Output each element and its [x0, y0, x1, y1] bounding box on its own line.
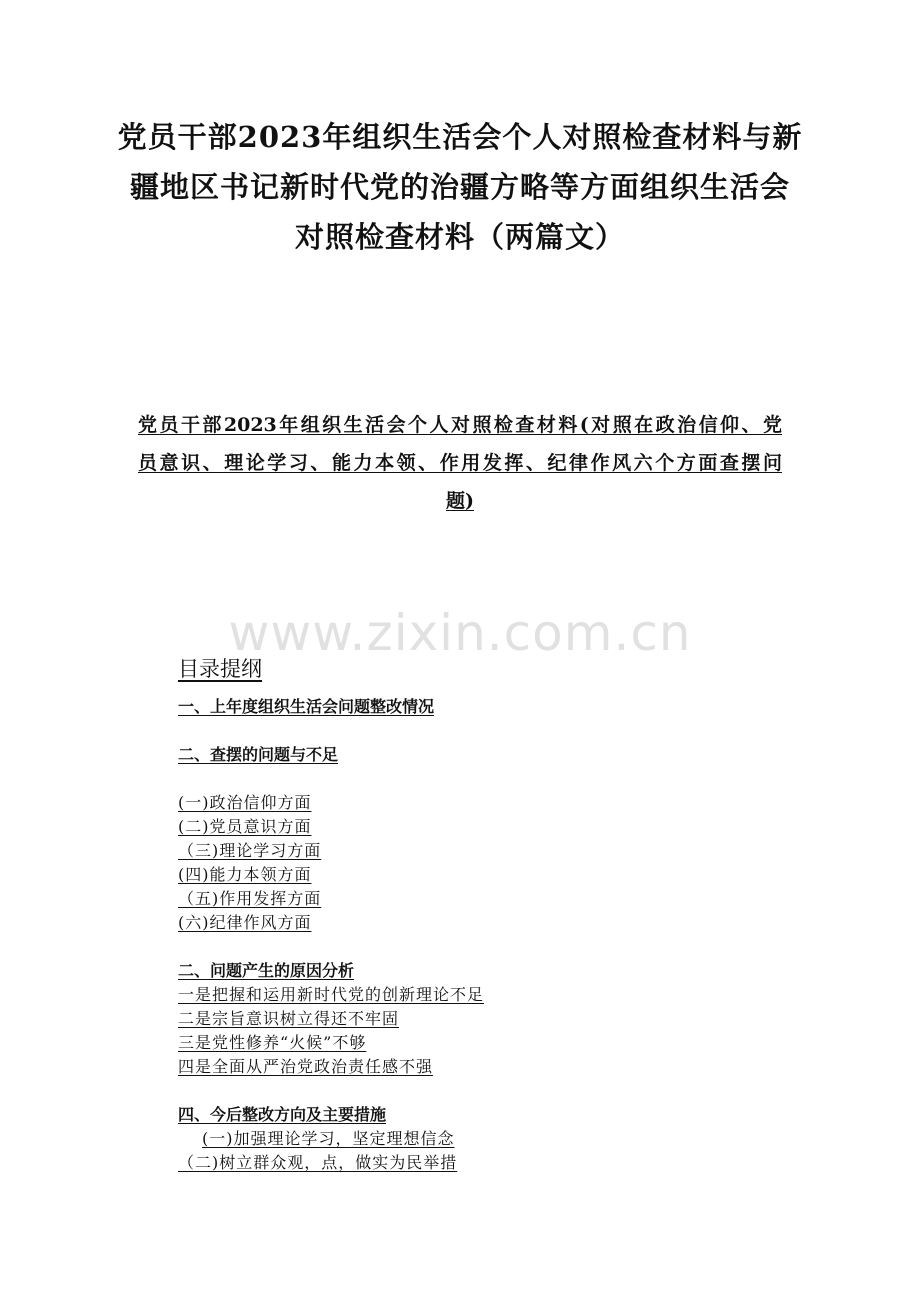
toc-link-subitem[interactable]: (一)加强理论学习，坚定理想信念: [202, 1129, 455, 1148]
toc-link-subitem[interactable]: (四)能力本领方面: [178, 865, 312, 884]
toc-link-subitem[interactable]: (六)纪律作风方面: [178, 913, 312, 932]
toc-link-section-1[interactable]: 一、上年度组织生活会问题整改情况: [178, 697, 435, 716]
document-title: [100, 112, 820, 262]
toc-link-subitem[interactable]: 三是党性修养“火候”不够: [178, 1033, 367, 1052]
toc-link-subitem[interactable]: （五)作用发挥方面: [178, 889, 322, 908]
title-line: 疆地区书记新时代党的治疆方略等方面组织生活会: [129, 170, 790, 204]
section-title: [138, 406, 782, 520]
toc-link-subitem[interactable]: （二)树立群众观，点，做实为民举措: [178, 1153, 458, 1172]
title-line: 党员干部2023年组织生活会个人对照检查材料与新: [117, 120, 803, 154]
toc-link-section-4[interactable]: 四、今后整改方向及主要措施: [178, 1105, 387, 1124]
toc-link-subitem[interactable]: 二是宗旨意识树立得还不牢固: [178, 1009, 400, 1028]
section-title-line: 题): [446, 490, 474, 512]
toc-heading: 目录提纲: [178, 657, 262, 681]
toc-link-subitem[interactable]: (一)政治信仰方面: [178, 793, 312, 812]
toc-link-section-2[interactable]: 二、查摆的问题与不足: [178, 745, 339, 764]
toc-link-subitem[interactable]: (二)党员意识方面: [178, 817, 312, 836]
toc-link-section-3[interactable]: 二、问题产生的原因分析: [178, 961, 355, 980]
watermark: www.zixin.com.cn: [228, 604, 692, 662]
section-title-line: 党员干部2023年组织生活会个人对照检查材料(对照在政治信仰、党: [138, 414, 782, 436]
toc-link-subitem[interactable]: 一是把握和运用新时代党的创新理论不足: [178, 985, 485, 1004]
toc-link-subitem[interactable]: （三)理论学习方面: [178, 841, 322, 860]
toc-link-subitem[interactable]: 四是全面从严治党政治责任感不强: [178, 1057, 434, 1076]
section-title-line: 员意识、理论学习、能力本领、作用发挥、纪律作风六个方面查摆问: [138, 452, 782, 474]
title-line: 对照检查材料（两篇文）: [294, 220, 625, 254]
